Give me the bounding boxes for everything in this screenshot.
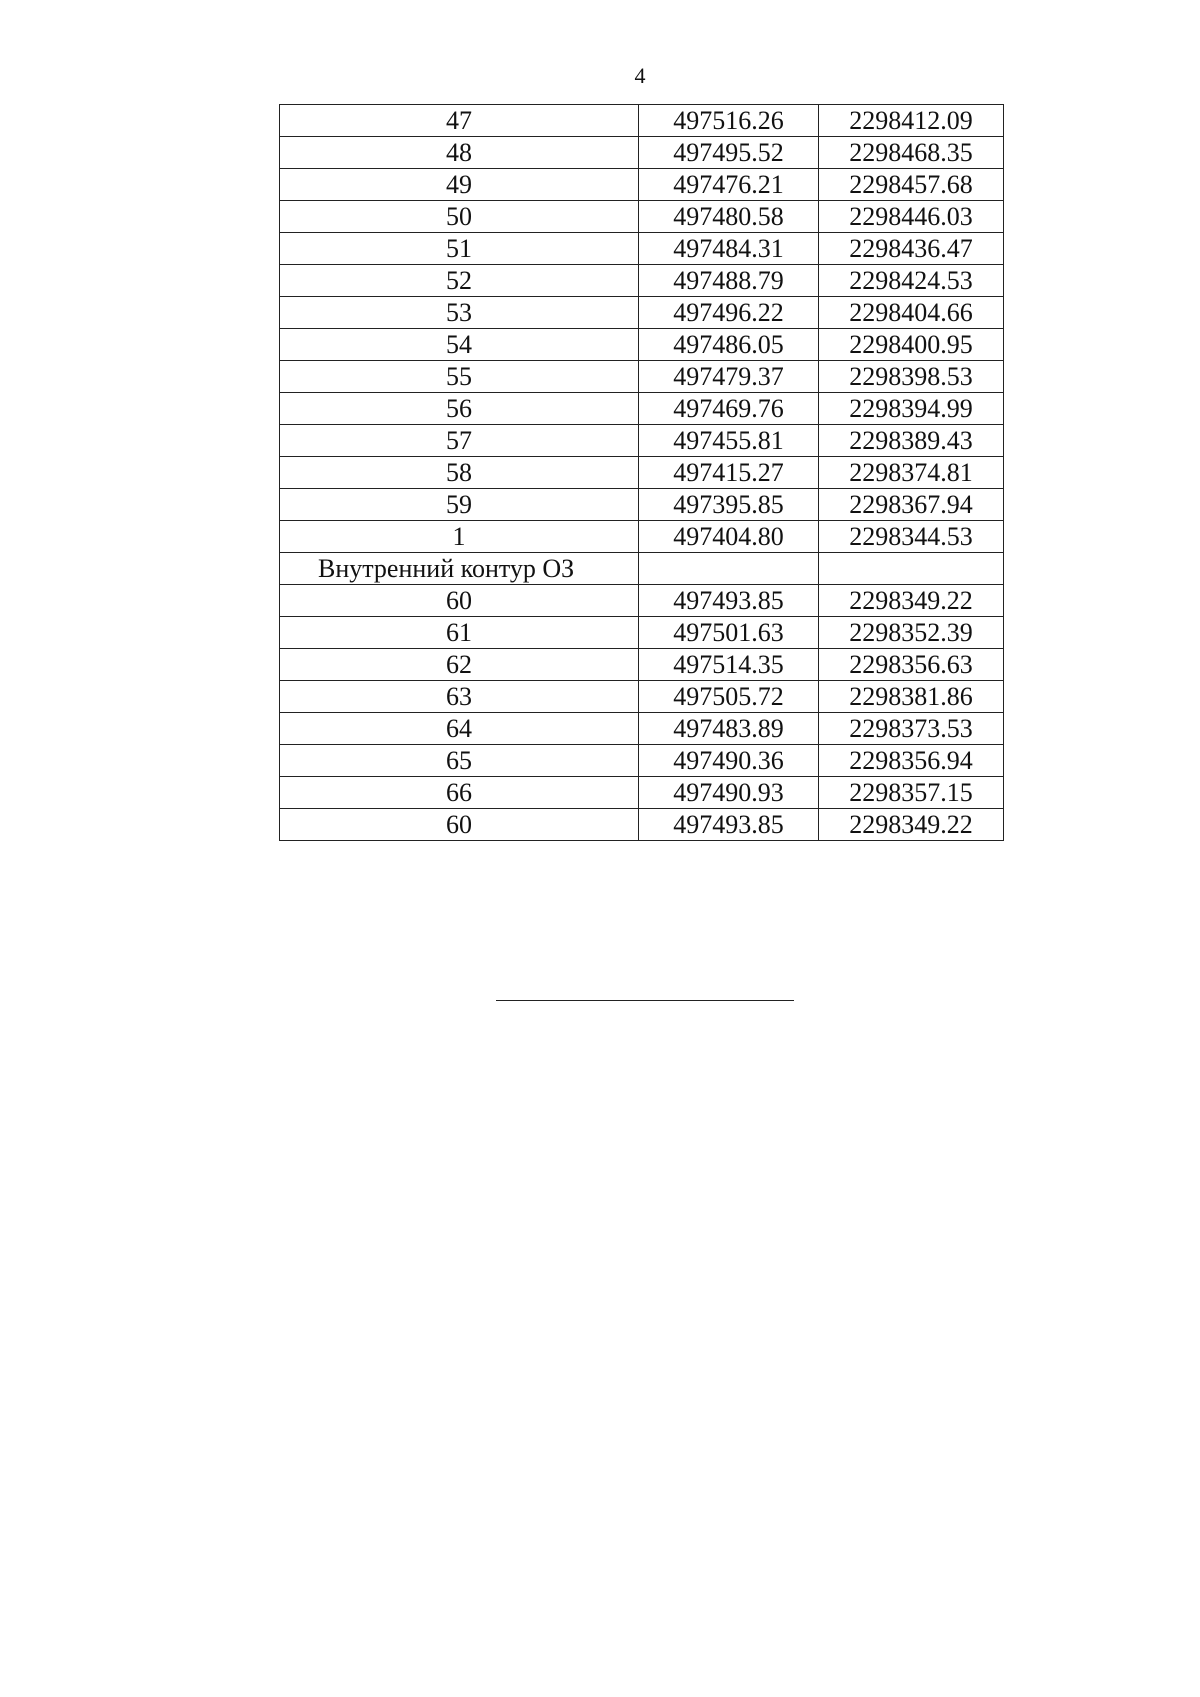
x-coordinate-cell: 497514.35 (639, 649, 819, 681)
y-coordinate-cell: 2298400.95 (819, 329, 1004, 361)
table-row (280, 105, 1004, 137)
x-coordinate-cell: 497484.31 (639, 233, 819, 265)
y-coordinate-cell: 2298404.66 (819, 297, 1004, 329)
table-row (280, 617, 1004, 649)
point-number-cell: 58 (280, 457, 639, 489)
table-row (280, 649, 1004, 681)
table-row (280, 201, 1004, 233)
point-number-cell: 60 (280, 809, 639, 841)
y-coordinate-cell: 2298436.47 (819, 233, 1004, 265)
y-coordinate-cell: 2298468.35 (819, 137, 1004, 169)
x-coordinate-cell: 497493.85 (639, 585, 819, 617)
point-number-cell: 66 (280, 777, 639, 809)
x-coordinate-cell: 497493.85 (639, 809, 819, 841)
point-number-cell: 65 (280, 745, 639, 777)
table-row (280, 713, 1004, 745)
x-coordinate-cell: 497488.79 (639, 265, 819, 297)
table-row (280, 297, 1004, 329)
x-coordinate-cell: 497486.05 (639, 329, 819, 361)
y-coordinate-cell: 2298457.68 (819, 169, 1004, 201)
point-number-cell: 56 (280, 393, 639, 425)
y-coordinate-cell: 2298374.81 (819, 457, 1004, 489)
y-coordinate-cell: 2298356.63 (819, 649, 1004, 681)
point-number-cell: 49 (280, 169, 639, 201)
x-coordinate-cell: 497490.36 (639, 745, 819, 777)
point-number-cell: 47 (280, 105, 639, 137)
y-coordinate-cell: 2298446.03 (819, 201, 1004, 233)
table-row (280, 265, 1004, 297)
x-coordinate-cell: 497404.80 (639, 521, 819, 553)
y-coordinate-cell: 2298424.53 (819, 265, 1004, 297)
y-coordinate-cell: 2298412.09 (819, 105, 1004, 137)
x-coordinate-cell: 497415.27 (639, 457, 819, 489)
y-coordinate-cell: 2298344.53 (819, 521, 1004, 553)
coordinates-table (279, 104, 1004, 841)
x-coordinate-cell: 497496.22 (639, 297, 819, 329)
x-coordinate-cell: 497490.93 (639, 777, 819, 809)
x-coordinate-cell: 497455.81 (639, 425, 819, 457)
x-coordinate-cell: 497505.72 (639, 681, 819, 713)
table-row (280, 489, 1004, 521)
y-coordinate-cell: 2298367.94 (819, 489, 1004, 521)
y-coordinate-cell: 2298352.39 (819, 617, 1004, 649)
x-coordinate-cell: 497495.52 (639, 137, 819, 169)
y-coordinate-cell: 2298356.94 (819, 745, 1004, 777)
x-coordinate-cell: 497483.89 (639, 713, 819, 745)
y-coordinate-cell: 2298349.22 (819, 585, 1004, 617)
point-number-cell: 51 (280, 233, 639, 265)
closing-rule-divider (496, 1000, 794, 1001)
point-number-cell: 53 (280, 297, 639, 329)
coordinates-table-body (280, 105, 1004, 841)
y-coordinate-cell: 2298357.15 (819, 777, 1004, 809)
table-row (280, 425, 1004, 457)
point-number-cell: 55 (280, 361, 639, 393)
point-number-cell: 54 (280, 329, 639, 361)
page-number: 4 (634, 63, 646, 88)
table-row (280, 393, 1004, 425)
x-coordinate-cell: 497476.21 (639, 169, 819, 201)
x-coordinate-cell: 497479.37 (639, 361, 819, 393)
point-number-cell: 64 (280, 713, 639, 745)
y-coordinate-cell: 2298381.86 (819, 681, 1004, 713)
table-row (280, 169, 1004, 201)
table-row (280, 521, 1004, 553)
y-coordinate-cell: 2298373.53 (819, 713, 1004, 745)
table-row (280, 585, 1004, 617)
table-row (280, 361, 1004, 393)
table-row (280, 457, 1004, 489)
table-row (280, 809, 1004, 841)
x-coordinate-cell: 497516.26 (639, 105, 819, 137)
point-number-cell: 59 (280, 489, 639, 521)
point-number-cell: 61 (280, 617, 639, 649)
point-number-cell: 62 (280, 649, 639, 681)
table-row (280, 137, 1004, 169)
point-number-cell: 57 (280, 425, 639, 457)
point-number-cell: 52 (280, 265, 639, 297)
point-number-cell: 50 (280, 201, 639, 233)
table-row (280, 329, 1004, 361)
table-row (280, 681, 1004, 713)
point-number-cell: 1 (280, 521, 639, 553)
section-label: Внутренний контур ОЗ (280, 553, 639, 585)
empty-cell (639, 553, 819, 585)
x-coordinate-cell: 497480.58 (639, 201, 819, 233)
empty-cell (819, 553, 1004, 585)
table-row (280, 745, 1004, 777)
table-row (280, 777, 1004, 809)
y-coordinate-cell: 2298349.22 (819, 809, 1004, 841)
section-heading-row (280, 553, 1004, 585)
table-row (280, 233, 1004, 265)
point-number-cell: 60 (280, 585, 639, 617)
y-coordinate-cell: 2298389.43 (819, 425, 1004, 457)
point-number-cell: 48 (280, 137, 639, 169)
y-coordinate-cell: 2298394.99 (819, 393, 1004, 425)
x-coordinate-cell: 497395.85 (639, 489, 819, 521)
x-coordinate-cell: 497469.76 (639, 393, 819, 425)
point-number-cell: 63 (280, 681, 639, 713)
y-coordinate-cell: 2298398.53 (819, 361, 1004, 393)
x-coordinate-cell: 497501.63 (639, 617, 819, 649)
